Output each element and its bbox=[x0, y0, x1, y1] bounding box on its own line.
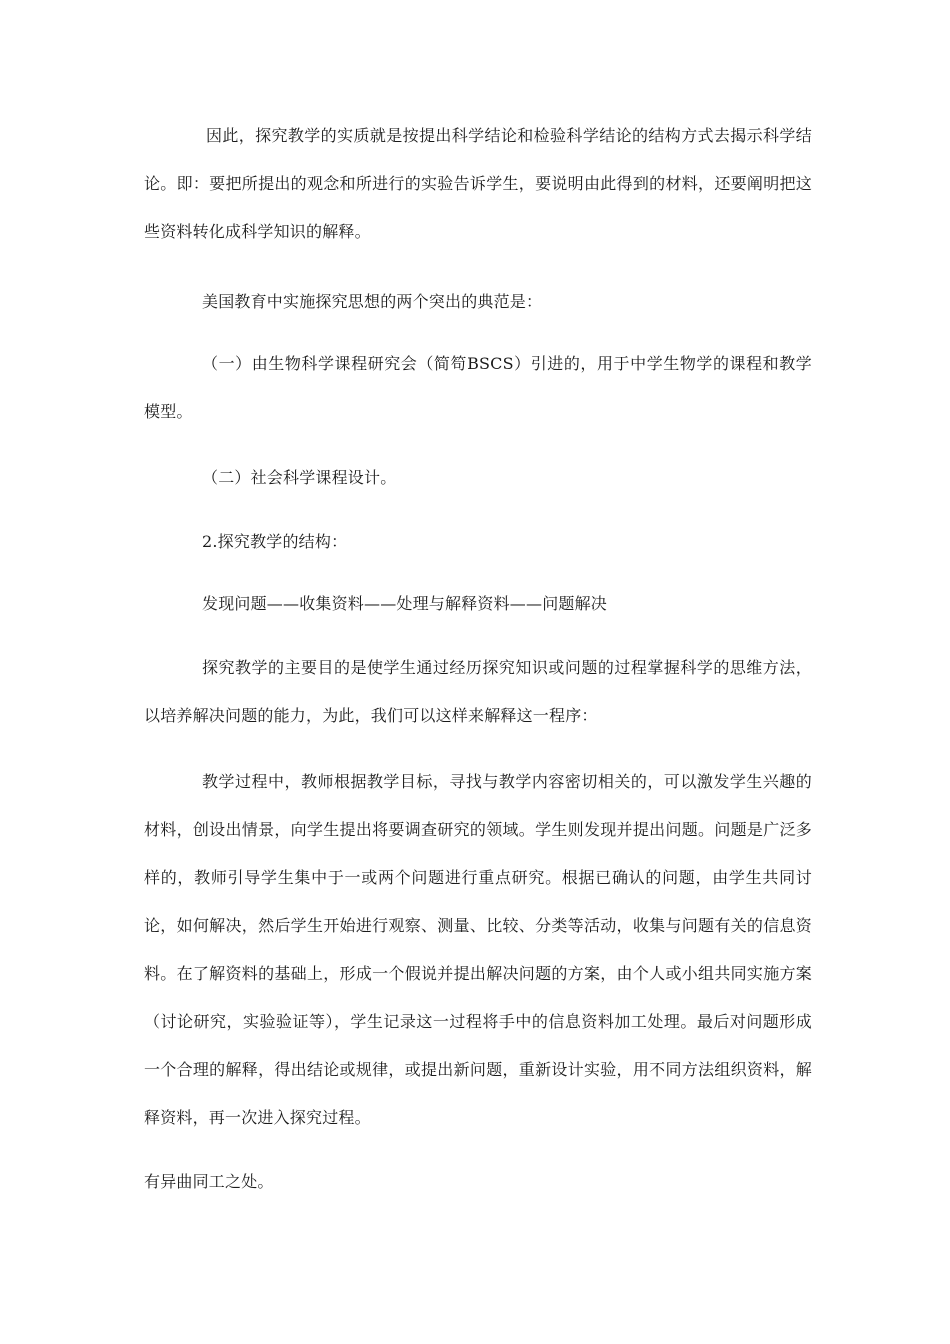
paragraph-teaching-process: 教学过程中，教师根据教学目标，寻找与教学内容密切相关的，可以激发学生兴趣的材料，创设出情景，向学生提出将要调查研究的领域。学生则发现并提出问题。问题是广泛多样的，教师引导学生集中于一或两个问题进行重点研究。根据已确认的问题，由学生共同讨论，如何解决，然后学生开始进行观察、测量、比较、分类等活动，收集与问题有关的信息资料。在了解资料的基础上，形成一个假说并提出解决问题的方案，由个人或小组共同实施方案（讨论研究，实验验证等），学生记录这一过程将手中的信息资料加工处理。最后对问题形成一个合理的解释，得出结论或规律，或提出新问题，重新设计实验，用不同方法组织资料，解释资料，再一次进入探究过程。 bbox=[144, 772, 812, 1127]
paragraph-inquiry-essence: 因此，探究教学的实质就是按提出科学结论和检验科学结论的结构方式去揭示科学结论。即：要把所提出的观念和所进行的实验告诉学生，要说明由此得到的材料，还要阐明把这些资料转化成科学知识的解释。 bbox=[144, 126, 812, 241]
paragraph-model-social-science: （二）社会科学课程设计。 bbox=[202, 468, 397, 487]
paragraph-closing-fragment: 有异曲同工之处。 bbox=[144, 1172, 274, 1191]
paragraph-model-bscs: （一）由生物科学课程研究会（简笱BSCS）引进的，用于中学生物学的课程和教学模型。 bbox=[144, 354, 812, 421]
paragraph-structure-flow: 发现问题——收集资料——处理与解释资料——问题解决 bbox=[202, 594, 608, 613]
section-heading-structure: 2.探究教学的结构： bbox=[202, 532, 348, 551]
paragraph-main-purpose: 探究教学的主要目的是使学生通过经历探究知识或问题的过程掌握科学的思维方法，以培养解决问题的能力，为此，我们可以这样来解释这一程序： bbox=[144, 658, 812, 725]
paragraph-us-models-intro: 美国教育中实施探究思想的两个突出的典范是： bbox=[202, 292, 543, 311]
